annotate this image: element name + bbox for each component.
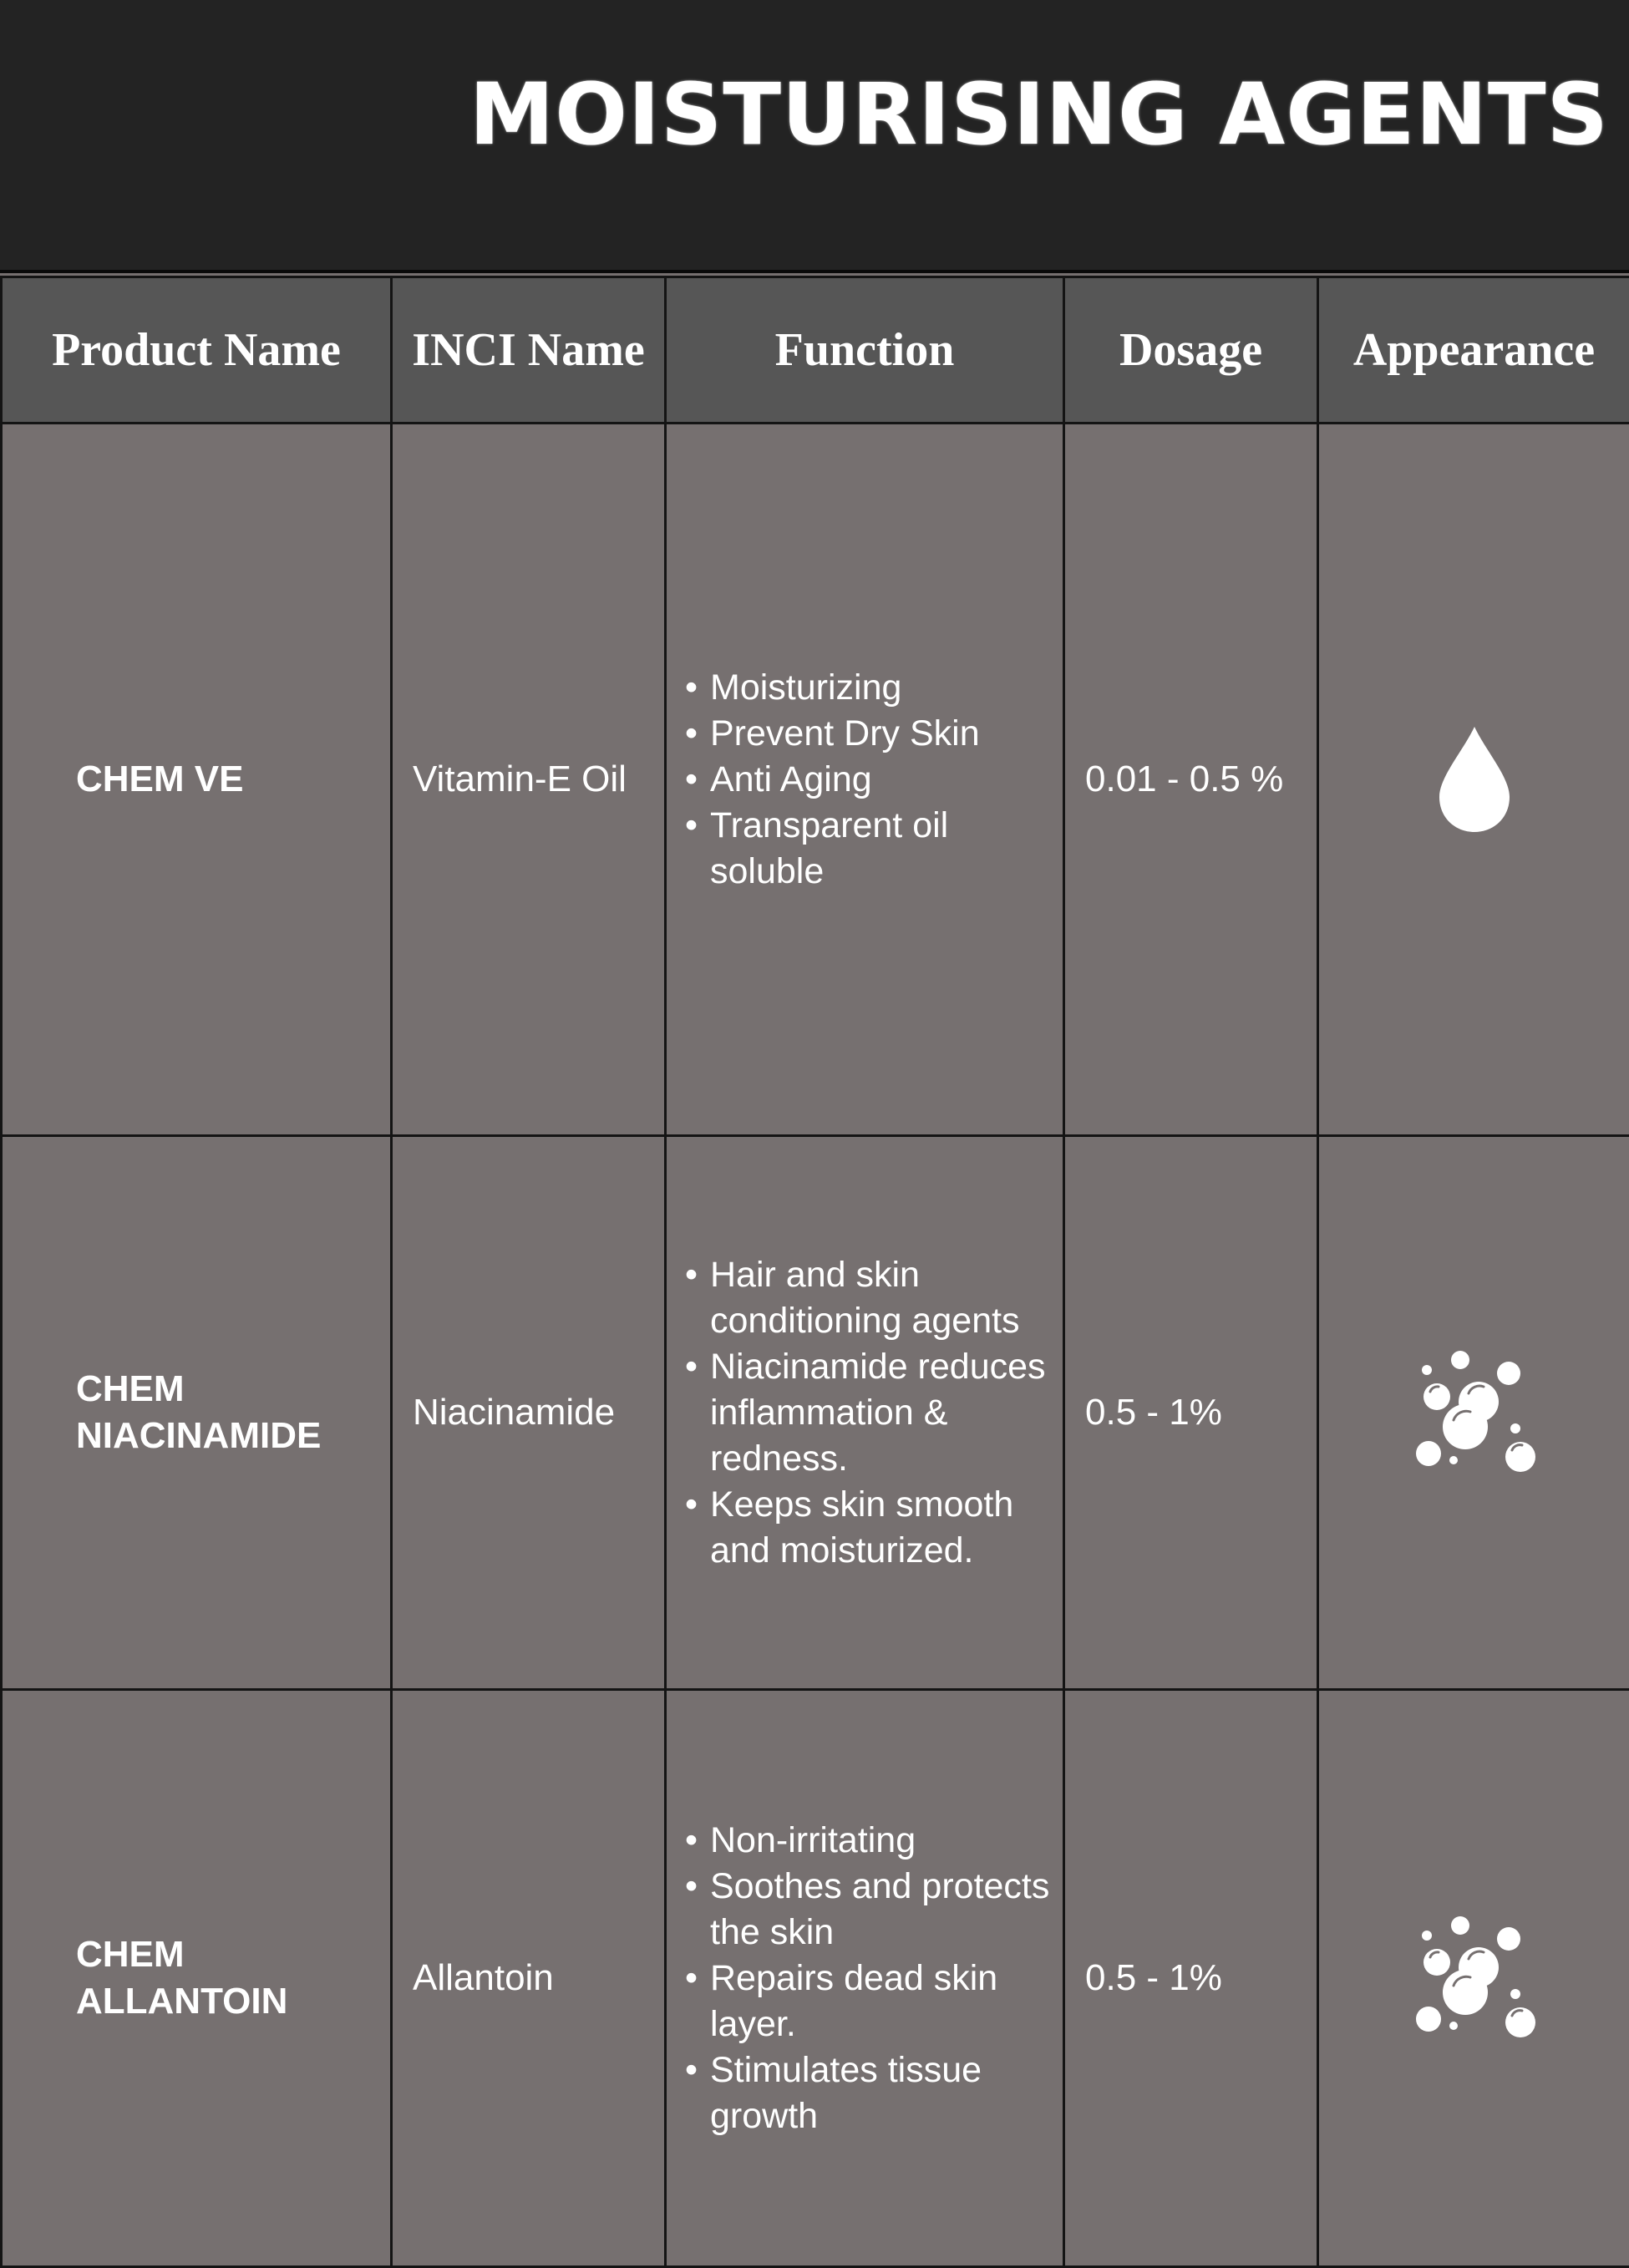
column-header-product: Product Name (2, 277, 392, 424)
function-cell (666, 424, 1064, 1136)
dosage-cell: 0.5 - 1% (1064, 1690, 1318, 2267)
function-item: • Keeps skin smooth and moisturized. (685, 1482, 1056, 1574)
page-title: MOISTURISING AGENTS (469, 65, 1609, 165)
table-row (2, 1690, 1629, 2267)
function-item: • Soothes and protects the skin (685, 1864, 1056, 1956)
oil-drop-icon (1437, 725, 1512, 834)
product-name-cell: CHEM NIACINAMIDE (2, 1136, 392, 1690)
function-item: • Repairs dead skin layer. (685, 1956, 1056, 2047)
inci-name-cell: Vitamin-E Oil (392, 424, 666, 1136)
bubbles-icon (1412, 1350, 1537, 1475)
column-header-inci: INCI Name (392, 277, 666, 424)
function-list (685, 1818, 1056, 2139)
function-item: • Prevent Dry Skin (685, 711, 1056, 757)
product-name-cell: CHEM ALLANTOIN (2, 1690, 392, 2267)
function-item: • Anti Aging (685, 757, 1056, 803)
function-item: • Niacinamide reduces inflammation & redness. (685, 1344, 1056, 1482)
table-row (2, 424, 1629, 1136)
inci-name-cell: Niacinamide (392, 1136, 666, 1690)
function-list (685, 1252, 1056, 1574)
dosage-cell: 0.01 - 0.5 % (1064, 424, 1318, 1136)
agents-table (0, 276, 1629, 2268)
appearance-cell (1318, 424, 1629, 1136)
inci-name-cell: Allantoin (392, 1690, 666, 2267)
column-header-appearance: Appearance (1318, 277, 1629, 424)
function-list (685, 665, 1056, 895)
function-item: • Non-irritating (685, 1818, 1056, 1864)
bubbles-icon (1412, 1915, 1537, 2041)
table-row (2, 1136, 1629, 1690)
appearance-cell (1318, 1136, 1629, 1690)
function-cell (666, 1136, 1064, 1690)
function-item: • Transparent oil soluble (685, 803, 1056, 895)
title-band (0, 0, 1629, 273)
function-item: • Hair and skin conditioning agents (685, 1252, 1056, 1344)
function-cell (666, 1690, 1064, 2267)
column-header-function: Function (666, 277, 1064, 424)
column-header-dosage: Dosage (1064, 277, 1318, 424)
dosage-cell: 0.5 - 1% (1064, 1136, 1318, 1690)
header-row (2, 277, 1629, 424)
function-item: • Moisturizing (685, 665, 1056, 711)
appearance-cell (1318, 1690, 1629, 2267)
product-name-cell: CHEM VE (2, 424, 392, 1136)
function-item: • Stimulates tissue growth (685, 2047, 1056, 2139)
